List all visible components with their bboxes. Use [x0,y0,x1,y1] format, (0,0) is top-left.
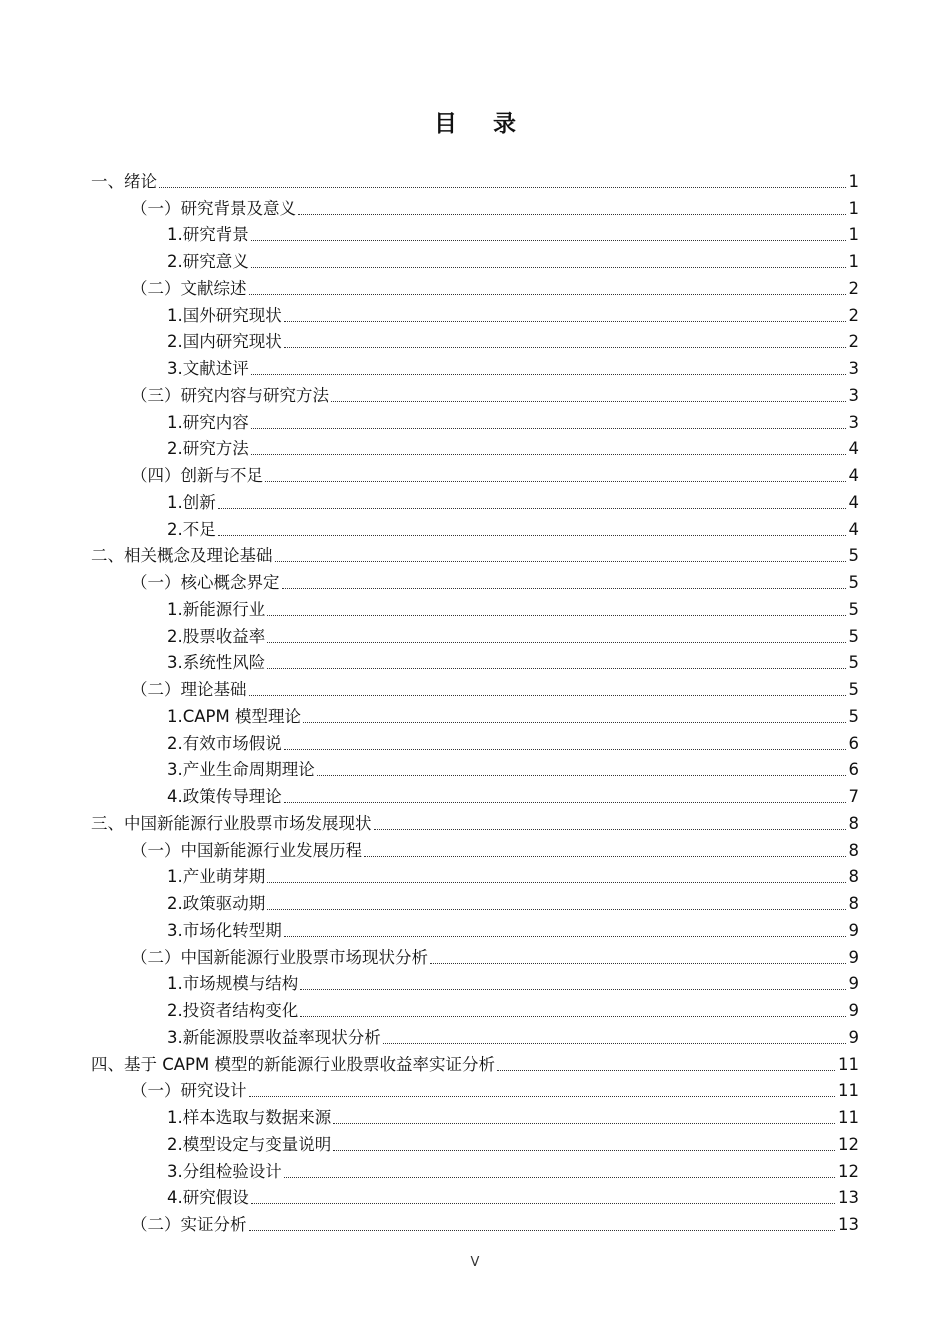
toc-entry-page-number: 7 [848,787,859,806]
toc-entry-title: （一）核心概念界定 [131,573,280,592]
toc-entry-title: 3.分组检验设计 [167,1161,282,1181]
toc-entry-title: 3.新能源股票收益率现状分析 [167,1027,381,1047]
toc-entry-level-2[interactable] [0,567,950,594]
toc-dot-leader [284,935,846,937]
toc-dot-leader [317,774,846,776]
toc-entry-title: 2.投资者结构变化 [167,1001,299,1020]
toc-entry-level-3[interactable] [0,995,950,1022]
toc-entry-title: 1.市场规模与结构 [167,974,299,994]
toc-entry-page-number: 6 [848,733,859,753]
toc-entry-level-3[interactable] [0,1129,950,1156]
toc-dot-leader [251,427,846,429]
toc-entry-title: 2.研究意义 [167,252,249,271]
toc-entry-title: 1.样本选取与数据来源 [167,1108,332,1127]
toc-entry-page-number: 11 [838,1054,859,1074]
toc-dot-leader [284,346,846,348]
toc-entry-title: （一）中国新能源行业发展历程 [131,840,362,860]
toc-entry-page-number: 5 [848,680,859,699]
toc-entry-page-number: 13 [838,1215,859,1234]
toc-dot-leader [249,1095,836,1097]
toc-entry-page-number: 8 [848,867,859,887]
toc-entry-level-2[interactable] [0,273,950,300]
toc-entry-title: 3.系统性风险 [167,653,266,673]
toc-entry-page-number: 4 [848,466,859,485]
toc-entry-level-3[interactable] [0,487,950,514]
toc-entry-level-1[interactable] [0,166,950,193]
toc-dot-leader [267,641,845,643]
toc-dot-leader [251,266,846,268]
toc-entry-title: （一）研究设计 [131,1081,247,1101]
toc-dot-leader [284,801,846,803]
toc-entry-level-3[interactable] [0,862,950,889]
toc-entry-page-number: 1 [848,171,859,191]
toc-entry-title: 1.CAPM 模型理论 [167,706,301,726]
toc-entry-title: 2.国内研究现状 [167,332,282,352]
toc-entry-title: （三）研究内容与研究方法 [131,385,329,405]
toc-entry-title: （一）研究背景及意义 [131,198,296,218]
toc-entry-title: 2.模型设定与变量说明 [167,1134,332,1154]
toc-entry-title: 1.新能源行业 [167,599,266,619]
toc-entry-title: 2.研究方法 [167,439,249,459]
toc-entry-page-number: 9 [848,947,859,967]
toc-entry-title: （二）实证分析 [131,1215,247,1234]
toc-entry-level-3[interactable] [0,755,950,782]
toc-dot-leader [284,748,846,750]
toc-entry-title: 2.不足 [167,519,216,539]
toc-entry-title: 二、相关概念及理论基础 [91,546,273,566]
toc-dot-leader [267,881,845,883]
toc-entry-title: 3.文献述评 [167,359,249,378]
toc-entry-level-2[interactable] [0,674,950,701]
toc-entry-page-number: 8 [848,813,859,833]
toc-entry-page-number: 3 [848,385,859,405]
toc-entry-level-2[interactable] [0,1209,950,1236]
toc-entry-title: 4.研究假设 [167,1188,249,1208]
toc-dot-leader [249,293,846,295]
toc-entry-title: 2.有效市场假说 [167,733,282,753]
toc-entry-page-number: 4 [848,519,859,539]
toc-entry-page-number: 4 [848,492,859,512]
toc-entry-page-number: 3 [848,359,859,378]
toc-dot-leader [364,855,846,857]
toc-dot-leader [282,587,846,589]
toc-entry-level-3[interactable] [0,1183,950,1210]
toc-entry-title: 1.国外研究现状 [167,305,282,325]
toc-entry-page-number: 5 [848,546,859,566]
toc-entry-page-number: 9 [848,974,859,994]
page-title: 目 录 [433,111,530,137]
toc-entry-page-number: 1 [848,198,859,218]
toc-entry-level-1[interactable] [0,808,950,835]
toc-entry-level-3[interactable] [0,1022,950,1049]
toc-entry-level-3[interactable] [0,1156,950,1183]
toc-dot-leader [300,988,845,990]
toc-entry-level-3[interactable] [0,781,950,808]
toc-entry-level-3[interactable] [0,353,950,380]
toc-dot-leader [284,320,846,322]
toc-entry-page-number: 8 [848,894,859,913]
toc-dot-leader [218,534,846,536]
toc-entry-level-3[interactable] [0,300,950,327]
toc-entry-level-3[interactable] [0,327,950,354]
toc-entry-level-3[interactable] [0,728,950,755]
toc-entry-level-2[interactable] [0,1076,950,1103]
toc-entry-page-number: 9 [848,1001,859,1020]
toc-entry-level-3[interactable] [0,621,950,648]
toc-dot-leader [251,239,846,241]
toc-entry-page-number: 11 [838,1081,859,1101]
toc-dot-leader [300,1015,845,1017]
toc-entry-level-3[interactable] [0,1102,950,1129]
toc-entry-title: 1.研究内容 [167,412,249,432]
toc-dot-leader [374,828,846,830]
toc-entry-page-number: 1 [848,225,859,245]
toc-dot-leader [251,453,846,455]
toc-entry-page-number: 2 [848,332,859,352]
toc-entry-title: 四、基于 CAPM 模型的新能源行业股票收益率实证分析 [91,1054,495,1074]
toc-entry-page-number: 6 [848,760,859,780]
toc-entry-title: 3.产业生命周期理论 [167,760,315,780]
toc-entry-title: （四）创新与不足 [131,466,263,485]
toc-entry-level-3[interactable] [0,594,950,621]
toc-entry-level-2[interactable] [0,835,950,862]
toc-entry-page-number: 9 [848,920,859,940]
toc-entry-level-3[interactable] [0,514,950,541]
toc-entry-page-number: 12 [838,1161,859,1181]
toc-dot-leader [333,1122,835,1124]
toc-entry-page-number: 13 [838,1188,859,1208]
toc-dot-leader [303,721,846,723]
toc-entry-level-3[interactable] [0,407,950,434]
toc-entry-page-number: 5 [848,573,859,592]
toc-dot-leader [497,1069,835,1071]
toc-dot-leader [430,962,846,964]
toc-entry-page-number: 2 [848,278,859,298]
toc-dot-leader [267,908,845,910]
toc-entry-title: （二）中国新能源行业股票市场现状分析 [131,947,428,967]
toc-dot-leader [249,694,846,696]
toc-dot-leader [284,1176,835,1178]
toc-dot-leader [331,400,846,402]
toc-dot-leader [249,1229,836,1231]
toc-dot-leader [251,373,846,375]
toc-entry-title: 1.创新 [167,492,216,512]
toc-dot-leader [265,480,846,482]
toc-dot-leader [383,1042,846,1044]
toc-entry-page-number: 11 [838,1108,859,1127]
toc-entry-page-number: 1 [848,252,859,271]
toc-entry-page-number: 12 [838,1134,859,1154]
toc-entry-title: 2.政策驱动期 [167,894,266,913]
table-of-contents [0,166,950,1236]
toc-dot-leader [267,667,845,669]
toc-entry-title: 3.市场化转型期 [167,920,282,940]
toc-entry-title: （二）理论基础 [131,680,247,699]
toc-entry-level-3[interactable] [0,888,950,915]
toc-dot-leader [275,560,846,562]
toc-entry-title: 三、中国新能源行业股票市场发展现状 [91,813,372,833]
toc-entry-level-1[interactable] [0,1049,950,1076]
toc-dot-leader [267,614,845,616]
toc-dot-leader [251,1202,835,1204]
footer-page-number: V [470,1255,480,1270]
toc-entry-page-number: 5 [848,626,859,646]
toc-entry-title: 1.研究背景 [167,225,249,245]
toc-entry-title: 2.股票收益率 [167,626,266,646]
toc-entry-level-2[interactable] [0,460,950,487]
toc-entry-page-number: 5 [848,599,859,619]
toc-entry-title: 1.产业萌芽期 [167,867,266,887]
toc-entry-level-3[interactable] [0,434,950,461]
toc-entry-level-3[interactable] [0,246,950,273]
toc-entry-level-3[interactable] [0,915,950,942]
toc-entry-level-3[interactable] [0,220,950,247]
toc-entry-page-number: 3 [848,412,859,432]
toc-entry-page-number: 5 [848,706,859,726]
toc-entry-page-number: 2 [848,305,859,325]
toc-entry-level-2[interactable] [0,380,950,407]
toc-entry-title: 4.政策传导理论 [167,787,282,806]
toc-entry-level-1[interactable] [0,541,950,568]
toc-entry-level-3[interactable] [0,969,950,996]
toc-dot-leader [298,213,846,215]
toc-entry-level-3[interactable] [0,701,950,728]
toc-entry-page-number: 8 [848,840,859,860]
toc-entry-level-3[interactable] [0,648,950,675]
toc-entry-title: （二）文献综述 [131,278,247,298]
toc-entry-page-number: 5 [848,653,859,673]
toc-dot-leader [333,1149,835,1151]
toc-entry-title: 一、绪论 [91,171,157,191]
toc-entry-level-2[interactable] [0,942,950,969]
toc-entry-page-number: 4 [848,439,859,459]
toc-dot-leader [218,507,846,509]
toc-entry-level-2[interactable] [0,193,950,220]
toc-dot-leader [159,186,846,188]
toc-entry-page-number: 9 [848,1027,859,1047]
